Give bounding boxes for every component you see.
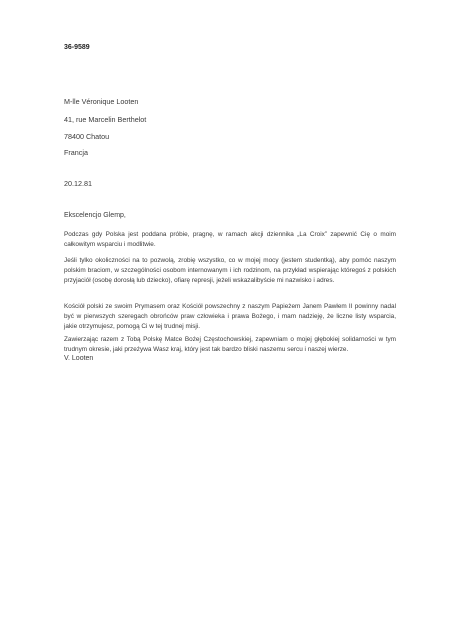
paragraph-4: Zawierzając razem z Tobą Polskę Matce Bożej Częstochowskiej, zapewniam o mojej głębokiej solidarności w tym trudnym okresie, jaki przeżywa Wasz kraj, który jest tak bardzo bliski naszemu sercu i naszej wierze.	[64, 336, 396, 353]
letter-date: 20.12.81	[64, 179, 92, 188]
paragraph-1: Podczas gdy Polska jest poddana próbie, pragnę, w ramach akcji dziennika „La Croix” zapewnić Cię o moim całkowitym wsparciu i modlitwie.	[64, 231, 396, 248]
sender-country: Francja	[64, 148, 88, 157]
sender-city: 78400 Chatou	[64, 132, 110, 141]
paragraph-3: Kościół polski ze swoim Prymasem oraz Kościół powszechny z naszym Papieżem Janem Pawłem II powinny nadal być w pierwszych szeregach obrońców praw człowieka i prawa Bożego, i mam nadzieję, że liczne listy wsparcia, jakie otrzymujesz, pomogą Ci w tej trudnej misji.	[64, 303, 396, 330]
reference-number: 36-9589	[64, 44, 90, 51]
salutation: Ekscelencjo Glemp,	[64, 212, 126, 219]
paragraph-2: Jeśli tylko okoliczności na to pozwolą, zrobię wszystko, co w mojej mocy (jestem studentką), aby pomóc naszym polskim braciom, w szczególności osobom internowanym i ich rodzinom, na przykład wspierając któregoś z polskich przyjaciół (osobę dorosłą lub dziecko), ofiarę represji, jeżeli wskazalibyście mi nazwisko i adres.	[64, 257, 396, 284]
sender-name: M-lle Véronique Looten	[64, 97, 139, 106]
sender-street: 41, rue Marcelin Berthelot	[64, 115, 147, 124]
signature: V. Looten	[64, 355, 94, 362]
